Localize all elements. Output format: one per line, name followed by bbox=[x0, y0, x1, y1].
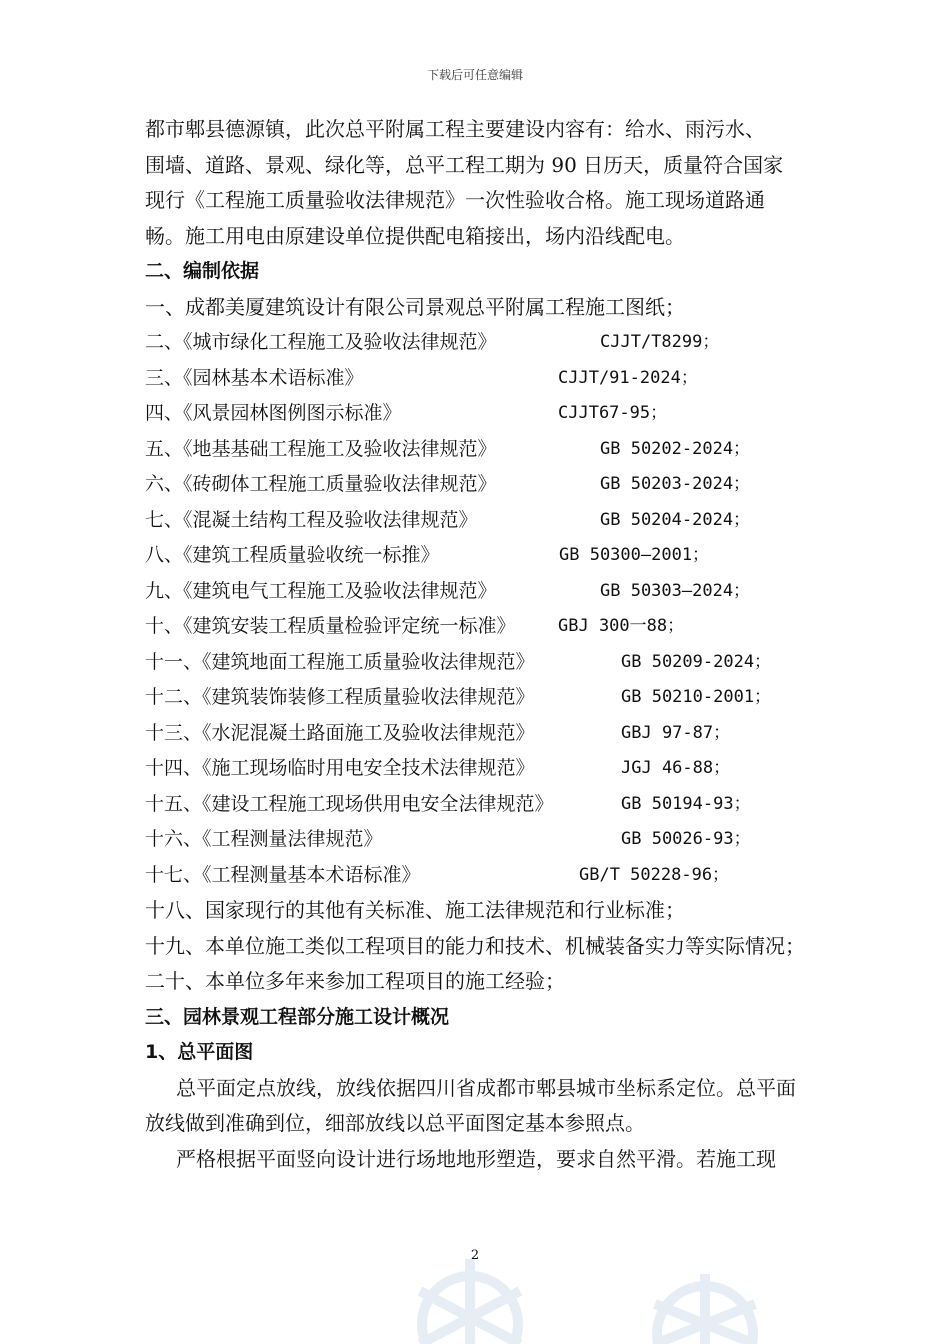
reference-title: 十三、《水泥混凝土路面施工及验收法律规范》 bbox=[145, 721, 535, 744]
reference-title: 二、《城市绿化工程施工及验收法律规范》 bbox=[145, 331, 497, 353]
reference-title: 十一、《建筑地面工程施工质量验收法律规范》 bbox=[145, 650, 535, 673]
reference-code: CJJT67-95； bbox=[558, 403, 668, 423]
reference-item bbox=[145, 680, 810, 716]
section-heading-overview: 三、园林景观工程部分施工设计概况 bbox=[145, 1005, 450, 1028]
reference-item bbox=[145, 751, 810, 787]
watermark-snowflake-icon bbox=[615, 1254, 795, 1344]
reference-code: GB/T 50228-96； bbox=[579, 864, 730, 885]
intro-line: 畅。施工用电由原建设单位提供配电箱接出，场内沿线配电。 bbox=[145, 223, 685, 248]
reference-code: GB 50210-2001； bbox=[621, 687, 772, 707]
reference-code: GB 50204-2024； bbox=[600, 509, 751, 530]
reference-item bbox=[145, 432, 810, 468]
reference-item bbox=[145, 503, 810, 539]
reference-item bbox=[145, 609, 810, 645]
reference-code: GBJ 97-87； bbox=[621, 722, 731, 743]
reference-item: 一、成都美厦建筑设计有限公司景观总平附属工程施工图纸； bbox=[145, 294, 685, 319]
reference-item bbox=[145, 822, 810, 858]
reference-item: 十九、本单位施工类似工程项目的能力和技术、机械装备实力等实际情况； bbox=[145, 933, 805, 958]
reference-title: 七、《混凝土结构工程及验收法律规范》 bbox=[145, 508, 478, 531]
reference-title: 十六、《工程测量法律规范》 bbox=[145, 828, 383, 850]
reference-item bbox=[145, 361, 810, 397]
reference-item bbox=[145, 716, 810, 752]
reference-title: 八、《建筑工程质量验收统一标推》 bbox=[145, 544, 440, 566]
reference-title: 十四、《施工现场临时用电安全技术法律规范》 bbox=[145, 757, 535, 779]
subsection-heading-site-plan: 1、总平面图 bbox=[145, 1041, 254, 1063]
reference-title: 十五、《建设工程施工现场供用电安全法律规范》 bbox=[145, 792, 554, 815]
reference-code: GB 50194-93； bbox=[621, 793, 751, 814]
reference-item bbox=[145, 325, 810, 361]
reference-title: 九、《建筑电气工程施工及验收法律规范》 bbox=[145, 579, 497, 602]
intro-line: 现行《工程施工质量验收法律规范》一次性验收合格。施工现场道路通 bbox=[145, 188, 765, 212]
reference-code: GB 50202-2024； bbox=[600, 438, 751, 459]
reference-item bbox=[145, 645, 810, 681]
reference-title: 四、《风景园林图例图示标准》 bbox=[145, 402, 402, 424]
reference-title: 六、《砖砌体工程施工质量验收法律规范》 bbox=[145, 473, 497, 495]
header-note: 下载后可任意编辑 bbox=[426, 68, 523, 82]
reference-title: 三、《园林基本术语标准》 bbox=[145, 366, 364, 389]
reference-item: 十八、国家现行的其他有关标准、施工法律规范和行业标准； bbox=[145, 898, 685, 922]
reference-item bbox=[145, 787, 810, 823]
reference-title: 十、《建筑安装工程质量检验评定统一标准》 bbox=[145, 615, 516, 637]
section-heading-basis: 二、编制依据 bbox=[145, 260, 260, 282]
reference-item bbox=[145, 467, 810, 503]
reference-item bbox=[145, 574, 810, 610]
body-paragraph: 总平面定点放线，放线依据四川省成都市郫县城市坐标系定位。总平面放线做到准确到位，细部放线以总平面图定基本参照点。 bbox=[145, 1075, 796, 1135]
intro-line: 都市郫县德源镇，此次总平附属工程主要建设内容有：给水、雨污水、 bbox=[145, 117, 765, 141]
reference-code: GB 50209-2024； bbox=[621, 651, 772, 672]
document-body bbox=[145, 112, 810, 1177]
reference-code: CJJT/91-2024； bbox=[558, 367, 698, 388]
reference-item: 二十、本单位多年来参加工程项目的施工经验； bbox=[145, 969, 565, 993]
reference-code: GB 50300—2001； bbox=[559, 545, 710, 565]
intro-line: 围墙、道路、景观、绿化等，总平工程工期为 90 日历天，质量符合国家 bbox=[145, 152, 784, 177]
reference-title: 十七、《工程测量基本术语标准》 bbox=[145, 863, 421, 886]
reference-title: 十二、《建筑装饰装修工程质量验收法律规范》 bbox=[145, 686, 535, 708]
page-number: 2 bbox=[470, 1248, 480, 1263]
reference-item bbox=[145, 396, 810, 432]
reference-code: CJJT/T8299； bbox=[600, 332, 720, 352]
reference-code: GB 50303—2024； bbox=[600, 580, 751, 601]
reference-code: GB 50026-93； bbox=[621, 829, 751, 849]
reference-item bbox=[145, 858, 810, 894]
body-paragraph: 严格根据平面竖向设计进行场地地形塑造，要求自然平滑。若施工现 bbox=[176, 1146, 776, 1171]
reference-code: GBJ 300一88； bbox=[558, 616, 685, 636]
reference-code: GB 50203-2024； bbox=[600, 474, 751, 494]
reference-code: JGJ 46-88； bbox=[621, 758, 731, 778]
reference-title: 五、《地基基础工程施工及验收法律规范》 bbox=[145, 437, 497, 460]
reference-item bbox=[145, 538, 810, 574]
watermark-snowflake-icon bbox=[380, 1229, 560, 1344]
